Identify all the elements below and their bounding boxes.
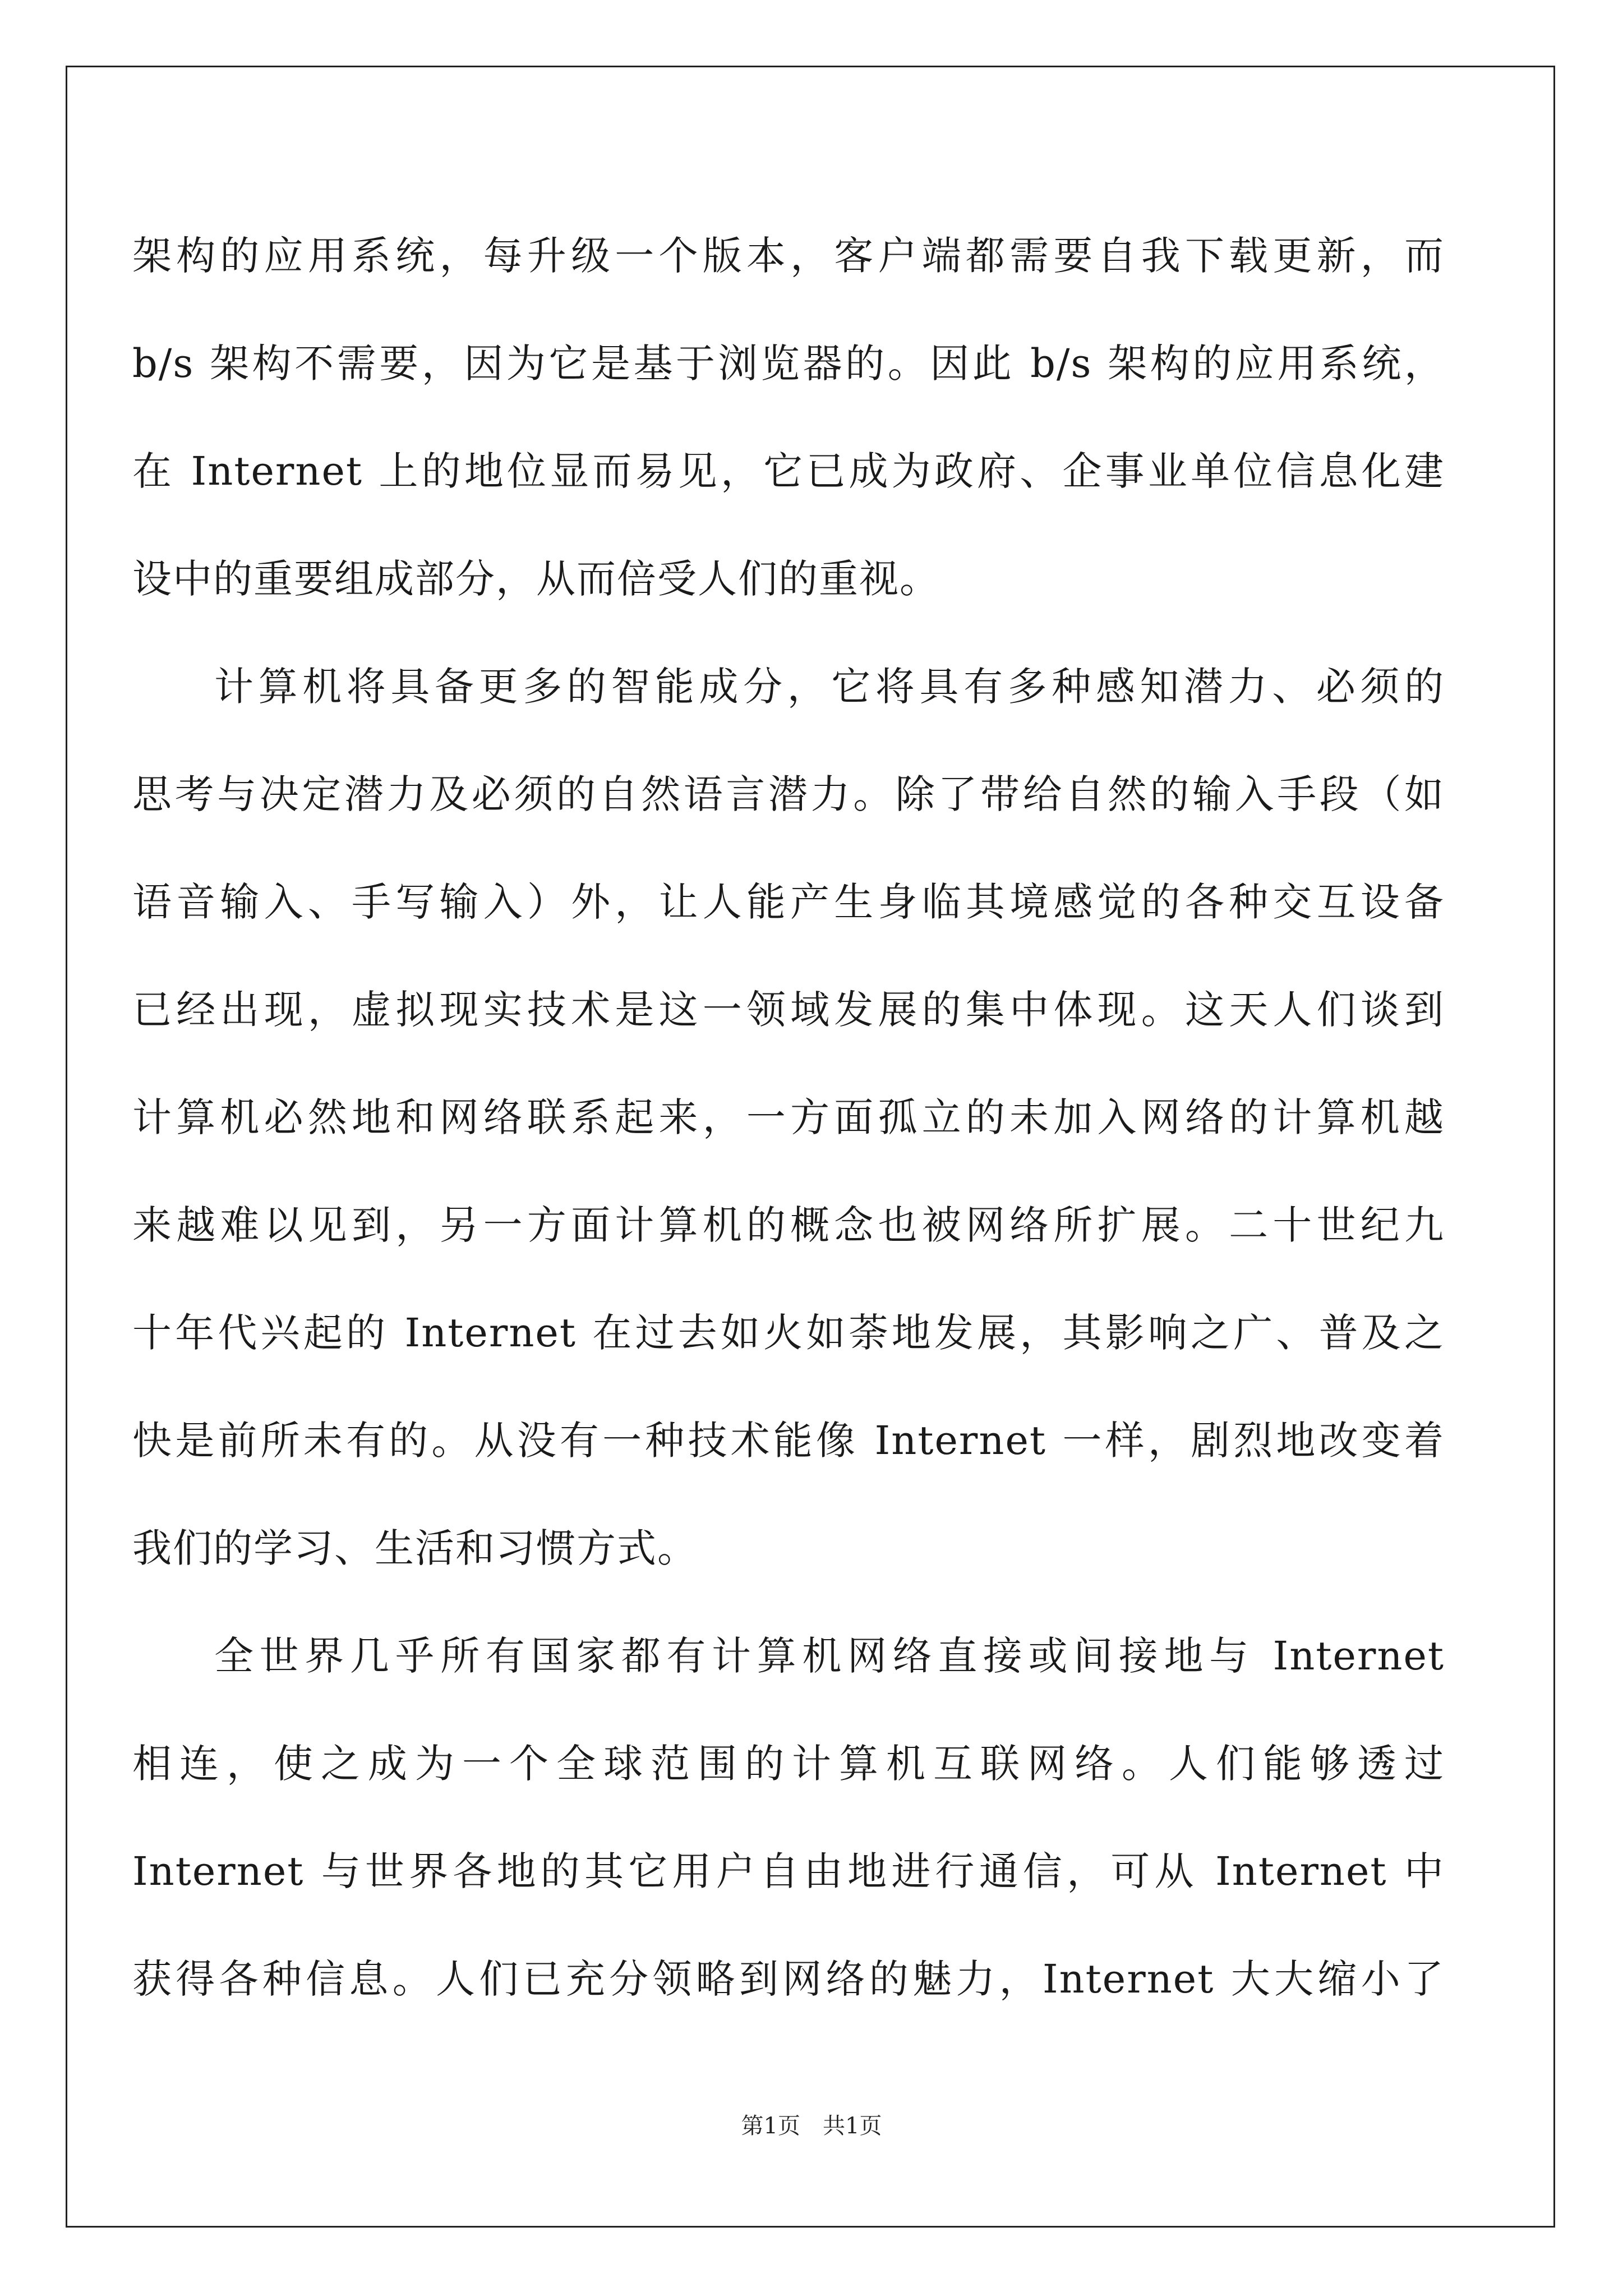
text-line: b/s 架构不需要，因为它是基于浏览器的。因此 b/s 架构的应用系统， xyxy=(132,341,1445,386)
text-line: 快是前所未有的。从没有一种技术能像 Internet 一样，剧烈地改变着 xyxy=(132,1418,1445,1464)
text-line: 思考与决定潜力及必须的自然语言潜力。除了带给自然的输入手段（如 xyxy=(132,771,1445,817)
document-body xyxy=(132,202,1445,2033)
text-line: 已经出现，虚拟现实技术是这一领域发展的集中体现。这天人们谈到 xyxy=(132,987,1445,1033)
text-line: 我们的学习、生活和习惯方式。 xyxy=(132,1525,698,1571)
text-line: 语音输入、手写输入）外，让人能产生身临其境感觉的各种交互设备 xyxy=(132,879,1445,925)
text-line: 来越难以见到，另一方面计算机的概念也被网络所扩展。二十世纪九 xyxy=(132,1202,1445,1248)
text-line: 计算机必然地和网络联系起来，一方面孤立的未加入网络的计算机越 xyxy=(132,1094,1445,1140)
text-line: Internet 与世界各地的其它用户自由地进行通信，可从 Internet 中 xyxy=(132,1848,1445,1894)
text-line: 十年代兴起的 Internet 在过去如火如荼地发展，其影响之广、普及之 xyxy=(132,1310,1445,1356)
text-line: 计算机将具备更多的智能成分，它将具有多种感知潜力、必须的 xyxy=(214,664,1445,710)
text-line: 设中的重要组成部分，从而倍受人们的重视。 xyxy=(132,556,940,602)
text-line: 在 Internet 上的地位显而易见，它已成为政府、企事业单位信息化建 xyxy=(132,448,1445,494)
text-line: 全世界几乎所有国家都有计算机网络直接或间接地与 Internet xyxy=(214,1633,1445,1679)
paragraph xyxy=(132,202,1445,633)
paragraph xyxy=(132,633,1445,1602)
text-line: 架构的应用系统，每升级一个版本，客户端都需要自我下载更新，而 xyxy=(132,233,1445,279)
text-line: 相连，使之成为一个全球范围的计算机互联网络。人们能够透过 xyxy=(132,1741,1445,1787)
text-line: 获得各种信息。人们已充分领略到网络的魅力，Internet 大大缩小了 xyxy=(132,1956,1445,2002)
page-footer: 第1页 共1页 xyxy=(741,2113,882,2139)
paragraph xyxy=(132,1602,1445,2033)
